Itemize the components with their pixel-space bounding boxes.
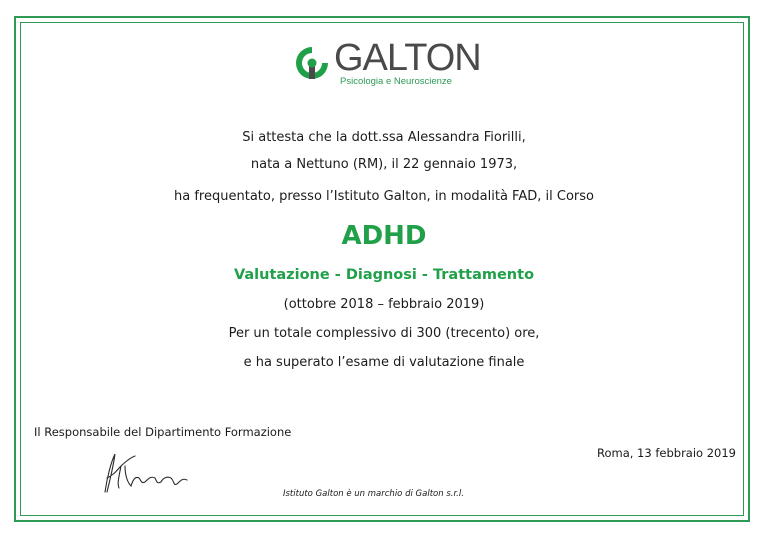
course-period: (ottobre 2018 – febbraio 2019) xyxy=(283,297,485,312)
trademark-note: Istituto Galton è un marchio di Galton s.r.l. xyxy=(283,489,464,499)
exam-statement: e ha superato l’esame di valutazione finale xyxy=(243,355,525,370)
course-subtitle: Valutazione - Diagnosi - Trattamento xyxy=(233,267,535,283)
logo-wordmark: GALTON xyxy=(334,37,481,79)
attestation-line-3: ha frequentato, presso l’Istituto Galton, in modalità FAD, il Corso xyxy=(174,189,594,204)
course-title: ADHD xyxy=(341,221,427,251)
place-and-date: Roma, 13 febbraio 2019 xyxy=(596,446,736,460)
attestation-line-1: Si attesta che la dott.ssa Alessandra Fiorilli, xyxy=(242,130,526,145)
galton-logo-icon xyxy=(292,43,332,83)
logo-tagline: Psicologia e Neuroscienze xyxy=(340,76,452,87)
galton-logo xyxy=(292,38,492,92)
course-hours: Per un totale complessivo di 300 (trecento) ore, xyxy=(228,326,540,341)
signatory-role: Il Responsabile del Dipartimento Formazione xyxy=(34,425,292,439)
attestation-line-2: nata a Nettuno (RM), il 22 gennaio 1973, xyxy=(250,157,518,172)
handwritten-signature xyxy=(95,448,215,498)
